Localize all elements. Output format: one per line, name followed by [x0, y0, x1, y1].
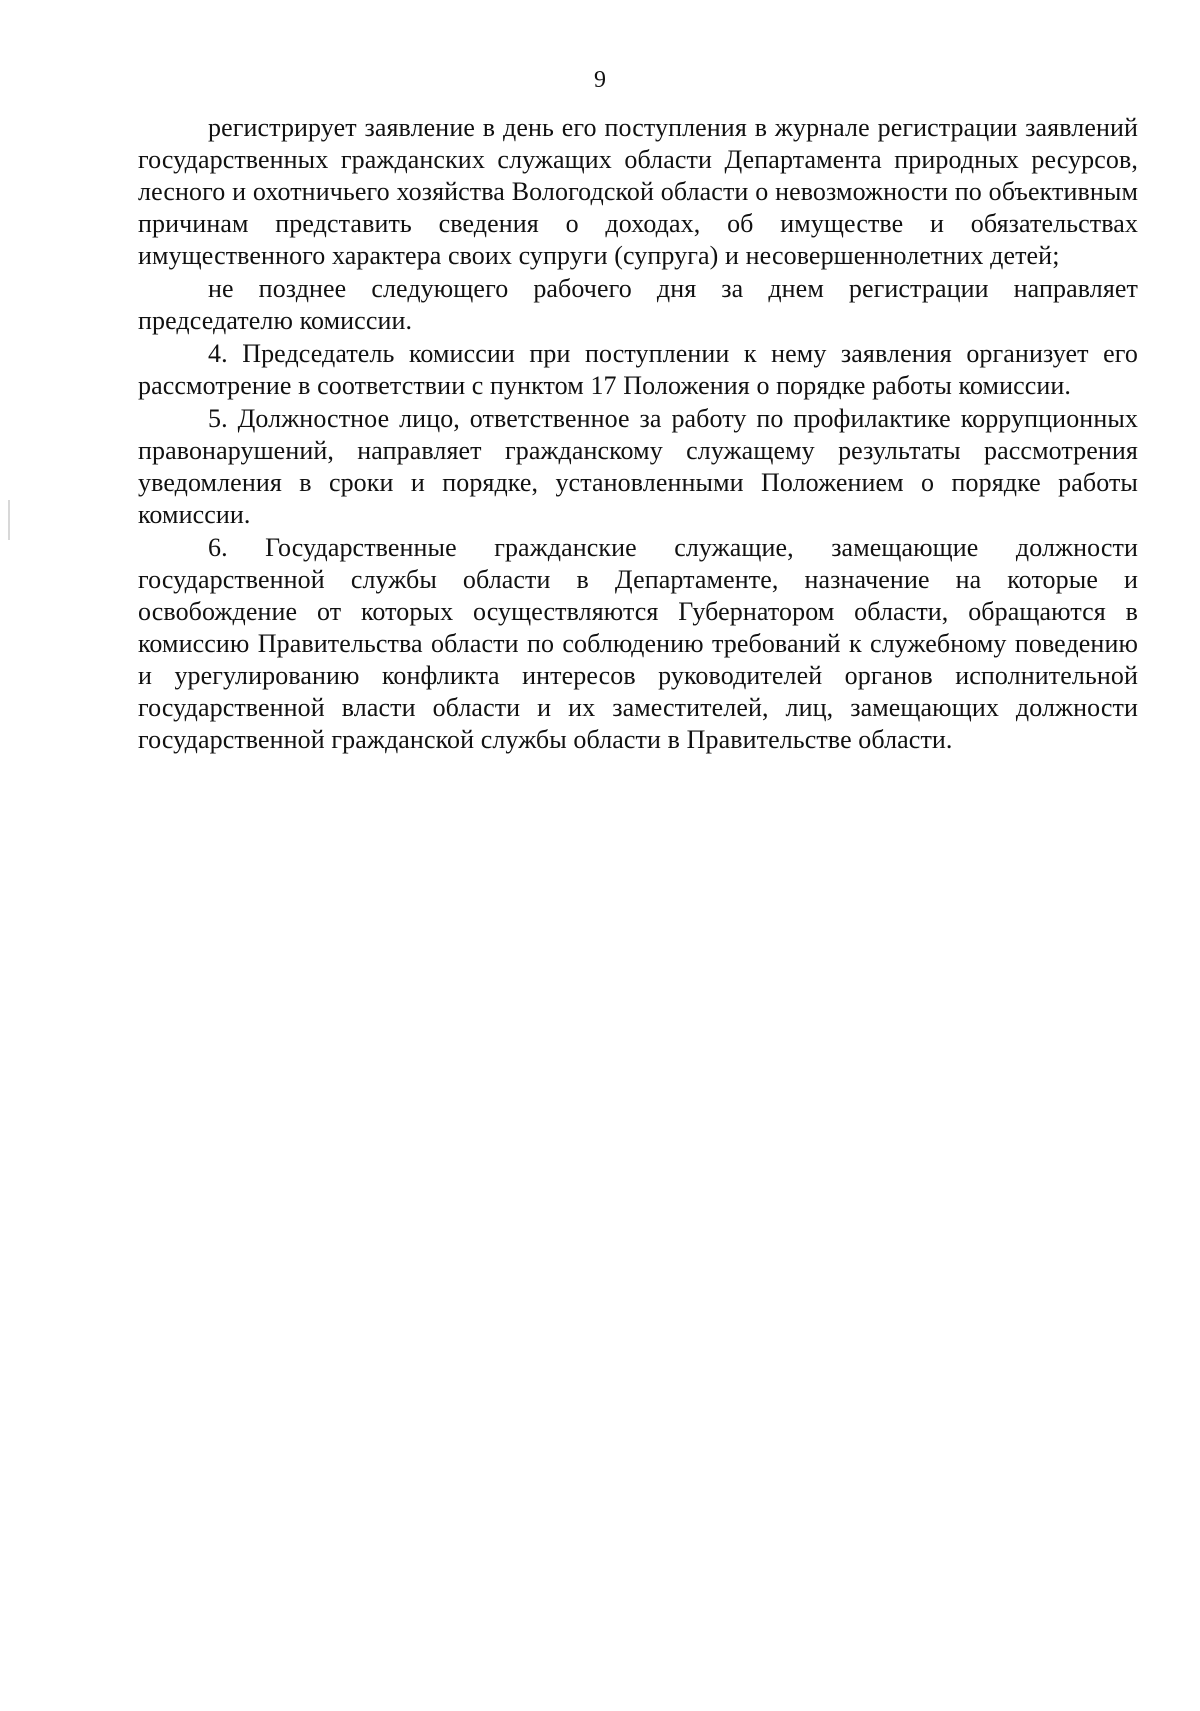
document-body: [138, 112, 1138, 757]
page-number: 9: [594, 67, 606, 93]
scan-margin-mark: [8, 500, 10, 540]
paragraph-item-4: 4. Председатель комиссии при поступлении к нему заявления организует его рассмотрение в соответствии с пунктом 17 Положения о порядке работы комиссии.: [138, 339, 1138, 400]
paragraph-forwarding: не позднее следующего рабочего дня за днем регистрации направляет председателю комиссии.: [138, 274, 1138, 335]
paragraph-item-5: 5. Должностное лицо, ответственное за работу по профилактике коррупционных правонарушений, направляет гражданскому служащему результаты рассмотрения уведомления в сроки и порядке, установленными Положением о порядке работы комиссии.: [138, 404, 1138, 529]
paragraph-registration: регистрирует заявление в день его поступления в журнале регистрации заявлений государственных гражданских служащих области Департамента природных ресурсов, лесного и охотничьего хозяйства Вологодской области о невозможности по объективным причинам представить сведения о доходах, об имуществе и обязательствах имущественного характера своих супруги (супруга) и несовершеннолетних детей;: [138, 113, 1138, 270]
paragraph-item-6: 6. Государственные гражданские служащие, замещающие должности государственной службы области в Департаменте, назначение на которые и освобождение от которых осуществляются Губернатором области, обращаются в комиссию Правительства области по соблюдению требований к служебному поведению и урегулированию конфликта интересов руководителей органов исполнительной государственной власти области и их заместителей, лиц, замещающих должности государственной гражданской службы области в Правительстве области.: [138, 533, 1138, 754]
